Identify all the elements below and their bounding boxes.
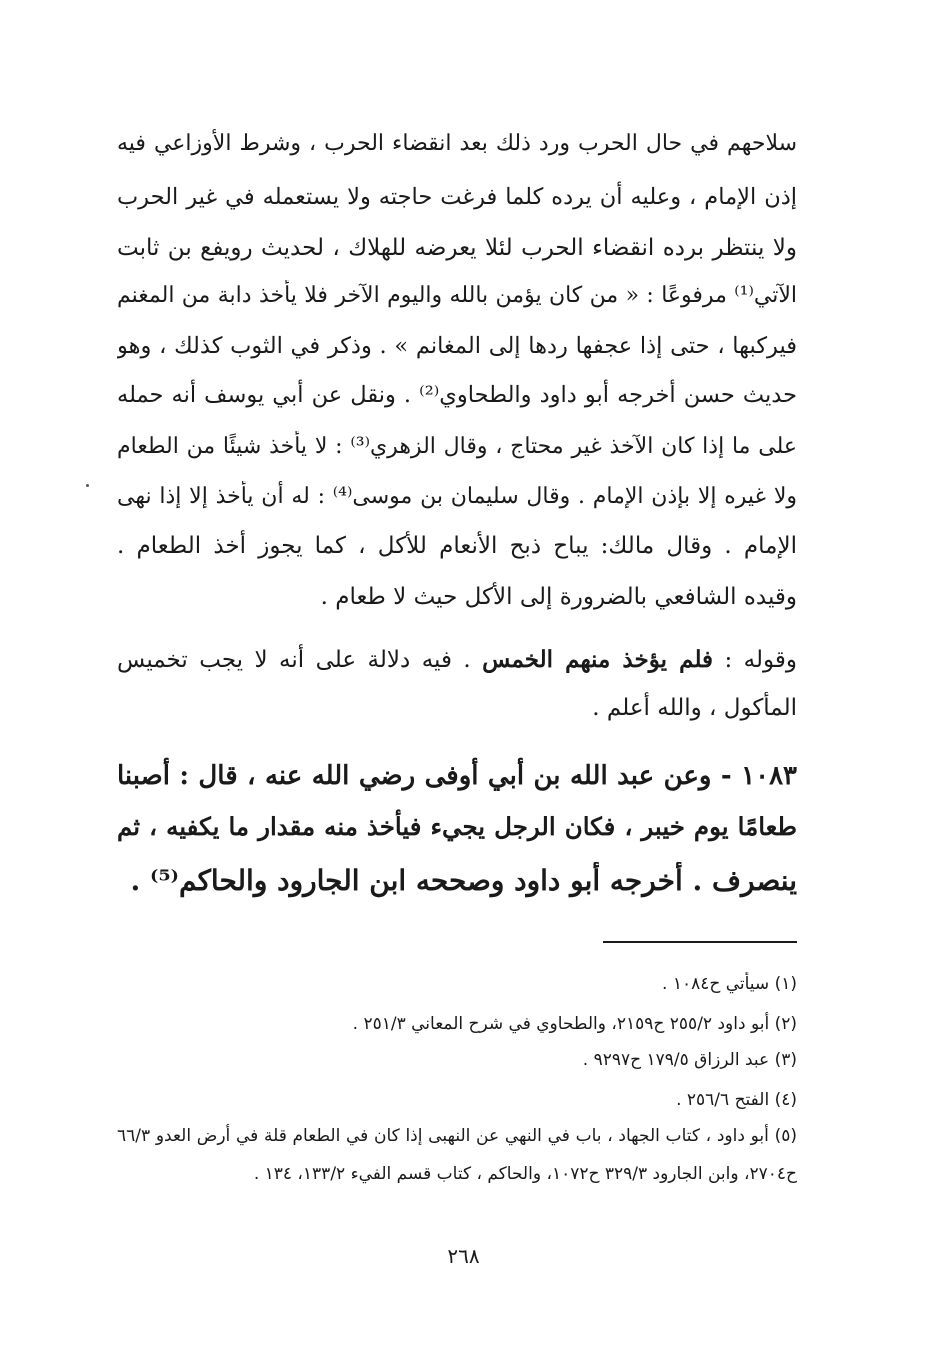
comment-quoted-phrase: فلم يؤخذ منهم الخمس [482,646,714,673]
footnote: (٥) أبو داود ، كتاب الجهاد ، باب في النهي عن النهبى إذا كان في الطعام قلة في أرض العدو ٦٦/٣ [117,1126,797,1146]
body-line: إذن الإمام ، وعليه أن يرده كلما فرغت حاجته ولا يستعمله في غير الحرب [117,184,797,210]
body-line: سلاحهم في حال الحرب ورد ذلك بعد انقضاء الحرب ، وشرط الأوزاعي فيه [117,131,797,156]
hadith-line: ينصرف . أخرجه أبو داود وصححه ابن الجارود والحاكم⁽⁵⁾ . [130,864,797,897]
page-number: ٢٦٨ [447,1244,480,1268]
body-line: حديث حسن أخرجه أبو داود والطحاوي⁽²⁾ . ونقل عن أبي يوسف أنه حمله [117,382,797,408]
comment-line: المأكول ، والله أعلم . [592,695,797,721]
footnote: (٢) أبو داود ٢٥٥/٢ ح٢١٥٩، والطحاوي في شرح المعاني ٢٥١/٣ . [352,1014,797,1034]
body-line: على ما إذا كان الآخذ غير محتاج ، وقال الزهري⁽³⁾ : لا يأخذ شيئًا من الطعام [117,434,797,459]
footnote: (٤) الفتح ٢٥٦/٦ . [676,1090,797,1110]
body-line: ولا ينتظر برده انقضاء الحرب لئلا يعرضه للهلاك ، لحديث رويفع بن ثابت [117,235,797,261]
body-line: وقيده الشافعي بالضرورة إلى الأكل حيث لا طعام . [320,584,797,610]
body-line: ولا غيره إلا بإذن الإمام . وقال سليمان بن موسى⁽⁴⁾ : له أن يأخذ إلا إذا نهى [117,484,797,509]
footnote-divider [603,941,797,943]
body-line: الإمام . وقال مالك: يباح ذبح الأنعام للأكل ، كما يجوز أخذ الطعام . [117,533,797,559]
hadith-line: ١٠٨٣ - وعن عبد الله بن أبي أوفى رضي الله عنه ، قال : أصبنا [117,761,797,791]
footnote: (٣) عبد الرزاق ١٧٩/٥ ح٩٢٩٧ . [582,1050,797,1070]
body-line: الآتي⁽¹⁾ مرفوعًا : « من كان يؤمن بالله واليوم الآخر فلا يأخذ دابة من المغنم [117,283,797,308]
comment-line [117,644,797,678]
comment-suffix: . فيه دلالة على أنه لا يجب تخميس [117,647,483,673]
body-line: فيركبها ، حتى إذا عجفها ردها إلى المغانم » . وذكر في الثوب كذلك ، وهو [117,333,797,359]
comment-prefix: وقوله : [713,647,797,673]
footnote: (١) سيأتي ح١٠٨٤ . [662,974,797,994]
scan-speck [86,484,89,487]
footnote-continuation: ح٢٧٠٤، وابن الجارود ٣٢٩/٣ ح١٠٧٢، والحاكم ، كتاب قسم الفيء ١٣٣/٢، ١٣٤ . [253,1164,797,1184]
hadith-line: طعامًا يوم خيبر ، فكان الرجل يجيء فيأخذ منه مقدار ما يكفيه ، ثم [117,812,797,841]
